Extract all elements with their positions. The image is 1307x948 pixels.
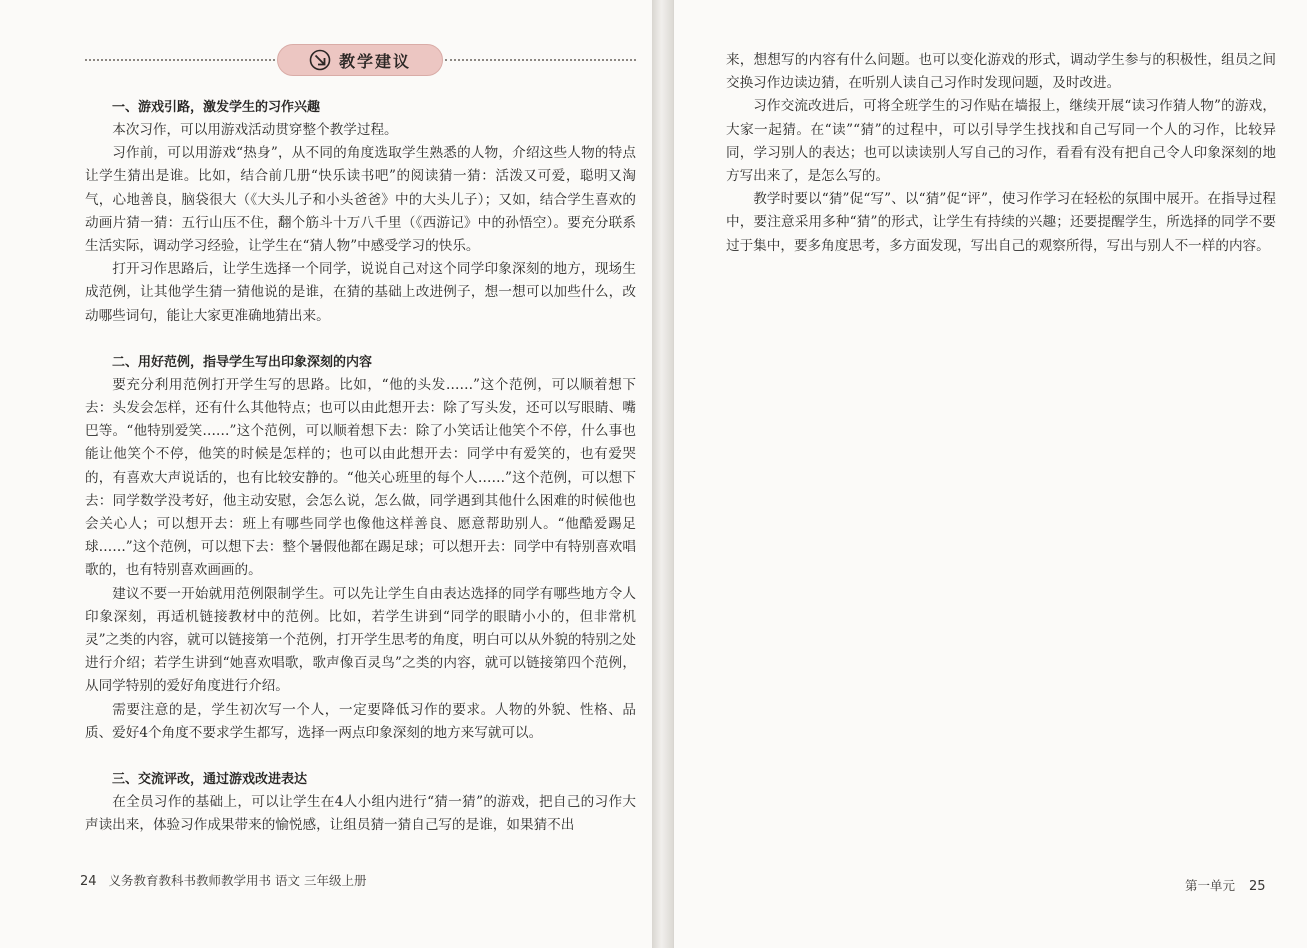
right-page-body <box>726 49 1276 258</box>
section-banner <box>85 44 636 78</box>
unit-label: 第一单元 <box>1185 878 1236 893</box>
paragraph: 本次习作，可以用游戏活动贯穿整个教学过程。 <box>112 122 398 138</box>
section-heading: 三、交流评改，通过游戏改进表达 <box>112 772 308 788</box>
paragraph: 教学时要以“猜”促“写”、以“猜”促“评”，使习作学习在轻松的氛围中展开。在指导过程中，要注意采用多种“猜”的形式，让学生有持续的兴趣；还要提醒学生，所选择的同学不要过于集中，要多角度思考，多方面发现，写出自己的观察所得，写出与别人不一样的内容。 <box>726 191 1276 254</box>
banner-title: 教学建议 <box>338 51 411 71</box>
page-number: 25 <box>1249 879 1266 894</box>
arrow-down-right-icon <box>309 49 331 71</box>
left-page-footer <box>80 871 366 889</box>
book-gutter <box>652 0 673 948</box>
section-heading: 二、用好范例，指导学生写出印象深刻的内容 <box>112 354 373 370</box>
right-page-footer <box>1185 876 1266 894</box>
page-number: 24 <box>80 874 97 889</box>
left-page-body <box>85 96 636 837</box>
paragraph: 在全员习作的基础上，可以让学生在4人小组内进行“猜一猜”的游戏，把自己的习作大声读出来，体验习作成果带来的愉悦感，让组员猜一猜自己写的是谁，如果猜不出 <box>85 794 636 834</box>
paragraph: 习作前，可以用游戏“热身”，从不同的角度选取学生熟悉的人物，介绍这些人物的特点让学生猜出是谁。比如，结合前几册“快乐读书吧”的阅读猜一猜：活泼又可爱，聪明又淘气，心地善良，脑袋很大（《大头儿子和小头爸爸》中的大头儿子）；又如，结合学生喜欢的动画片猜一猜：五行山压不住，翻个筋斗十万八千里（《西游记》中的孙悟空）。要充分联系生活实际，调动学习经验，让学生在“猜人物”中感受学习的快乐。 <box>85 145 636 255</box>
banner-rule-left <box>85 59 275 61</box>
paragraph: 需要注意的是，学生初次写一个人，一定要降低习作的要求。人物的外貌、性格、品质、爱好4个角度不要求学生都写，选择一两点印象深刻的地方来写就可以。 <box>85 701 636 741</box>
paragraph: 来，想想写的内容有什么问题。也可以变化游戏的形式，调动学生参与的积极性，组员之间交换习作边读边猜，在听别人读自己习作时发现问题，及时改进。 <box>726 52 1276 92</box>
banner-rule-right <box>445 59 636 61</box>
paragraph: 打开习作思路后，让学生选择一个同学，说说自己对这个同学印象深刻的地方，现场生成范例，让其他学生猜一猜他说的是谁，在猜的基础上改进例子，想一想可以加些什么，改动哪些词句，能让大家更准确地猜出来。 <box>85 261 636 324</box>
section-heading: 一、游戏引路，激发学生的习作兴趣 <box>112 100 321 115</box>
paragraph: 建议不要一开始就用范例限制学生。可以先让学生自由表达选择的同学有哪些地方令人印象深刻，再适机链接教材中的范例。比如，若学生讲到“同学的眼睛小小的，但非常机灵”之类的内容，就可以链接第一个范例，打开学生思考的角度，明白可以从外貌的特别之处进行介绍；若学生讲到“她喜欢唱歌，歌声像百灵鸟”之类的内容，就可以链接第四个范例，从同学特别的爱好角度进行介绍。 <box>85 585 636 695</box>
paragraph: 习作交流改进后，可将全班学生的习作贴在墙报上，继续开展“读习作猜人物”的游戏，大家一起猜。在“读”“猜”的过程中，可以引导学生找找和自己写同一个人的习作，比较异同，学习别人的表达；也可以读读别人写自己的习作，看看有没有把自己令人印象深刻的地方写出来了，是怎么写的。 <box>726 98 1276 185</box>
book-title: 义务教育教科书教师教学用书 语文 三年级上册 <box>108 873 367 888</box>
paragraph: 要充分利用范例打开学生写的思路。比如，“他的头发……”这个范例，可以顺着想下去：头发会怎样，还有什么其他特点；也可以由此想开去：除了写头发，还可以写眼睛、嘴巴等。“他特别爱笑……”这个范例，可以顺着想下去：除了小笑话让他笑个不停，什么事也能让他笑个不停，他笑的时候是怎样的；也可以由此想开去：同学中有爱笑的，也有爱哭的，有喜欢大声说话的，也有比较安静的。“他关心班里的每个人……”这个范例，可以想下去：同学数学没考好，他主动安慰，会怎么说，怎么做，同学遇到其他什么困难的时候他也会关心人；可以想开去：班上有哪些同学也像他这样善良、愿意帮助别人。“他酷爱踢足球……”这个范例，可以想下去：整个暑假他都在踢足球；可以想开去：同学中有特别喜欢唱歌的，也有特别喜欢画画的。 <box>85 376 636 579</box>
banner-pill <box>277 44 443 76</box>
